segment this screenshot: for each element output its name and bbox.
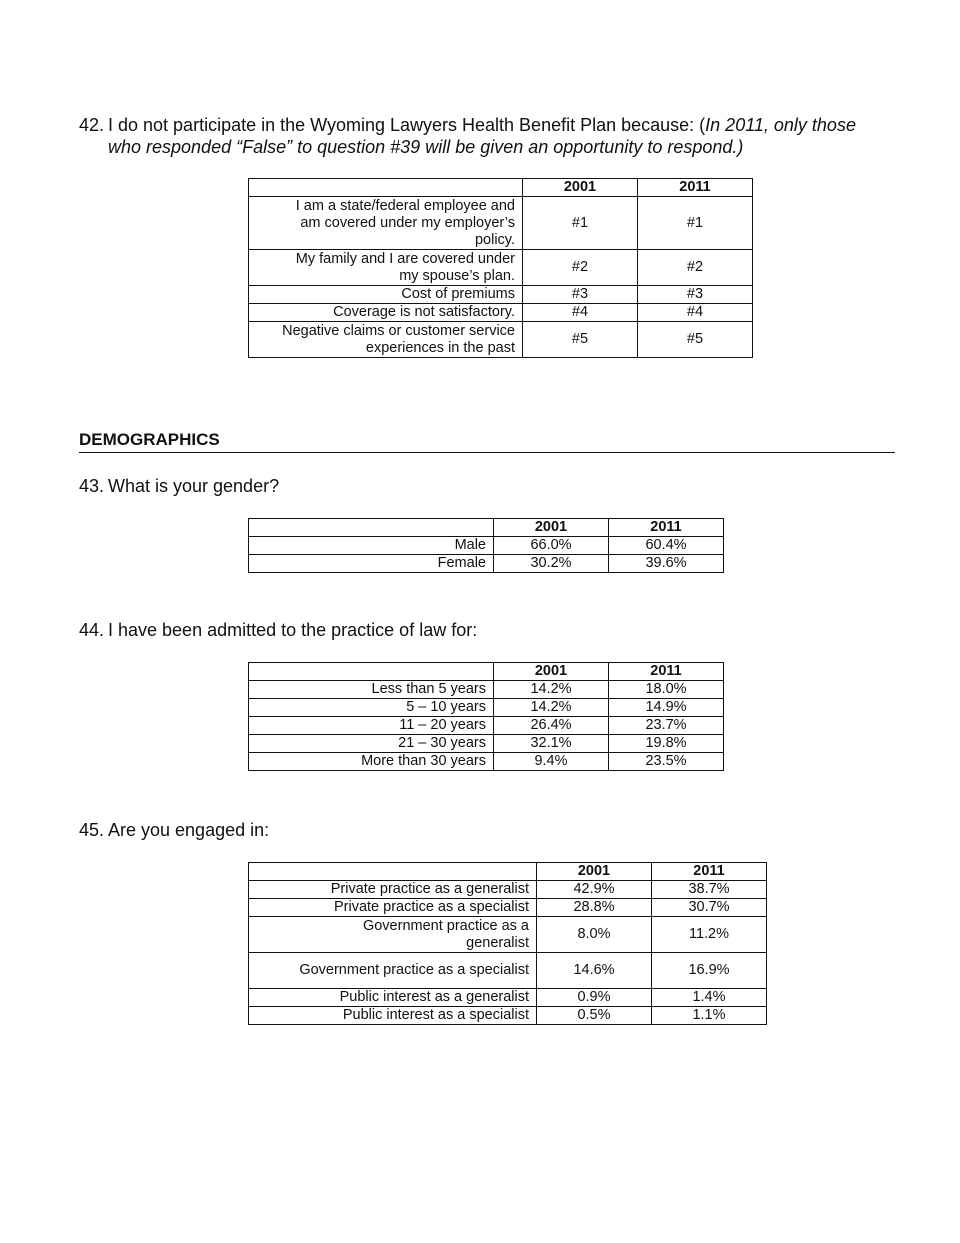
question-note: In 2011, only those — [705, 115, 856, 135]
table-row — [249, 286, 753, 304]
table-q42 — [248, 178, 753, 358]
header-blank — [249, 663, 494, 681]
value-2011: 30.7% — [652, 899, 767, 917]
table-header-row — [249, 179, 753, 197]
value-2011: 60.4% — [609, 537, 724, 555]
value-2001: 0.5% — [537, 1007, 652, 1025]
table-row — [249, 917, 767, 953]
header-2001: 2001 — [523, 179, 638, 197]
table-row — [249, 899, 767, 917]
header-blank — [249, 863, 537, 881]
table-row — [249, 953, 767, 989]
value-2011: #1 — [638, 197, 753, 250]
table-row — [249, 197, 753, 250]
header-2011: 2011 — [609, 663, 724, 681]
table-row — [249, 304, 753, 322]
value-2011: 23.5% — [609, 753, 724, 771]
question-text: What is your gender? — [108, 476, 280, 496]
row-label: Private practice as a generalist — [249, 881, 537, 899]
table-row — [249, 881, 767, 899]
header-2001: 2001 — [494, 519, 609, 537]
table-q44 — [248, 662, 724, 771]
row-label: Male — [249, 537, 494, 555]
table-header-row — [249, 519, 724, 537]
table-q45 — [248, 862, 767, 1025]
table-row — [249, 681, 724, 699]
row-label: 5 – 10 years — [249, 699, 494, 717]
table-row — [249, 250, 753, 286]
value-2011: 18.0% — [609, 681, 724, 699]
question-44 — [79, 619, 477, 641]
question-45 — [79, 819, 269, 841]
row-label: Coverage is not satisfactory. — [249, 304, 523, 322]
value-2001: 42.9% — [537, 881, 652, 899]
header-2001: 2001 — [537, 863, 652, 881]
header-blank — [249, 519, 494, 537]
value-2001: 14.6% — [537, 953, 652, 989]
value-2011: 38.7% — [652, 881, 767, 899]
table-row — [249, 717, 724, 735]
value-2001: 14.2% — [494, 699, 609, 717]
table-row — [249, 735, 724, 753]
question-number: 44. — [79, 620, 105, 640]
value-2001: 0.9% — [537, 989, 652, 1007]
header-2011: 2011 — [638, 179, 753, 197]
row-label: More than 30 years — [249, 753, 494, 771]
row-label: Cost of premiums — [249, 286, 523, 304]
row-label: Public interest as a generalist — [249, 989, 537, 1007]
value-2001: #2 — [523, 250, 638, 286]
row-label: Government practice as a specialist — [249, 953, 537, 989]
header-2001: 2001 — [494, 663, 609, 681]
question-number: 45. — [79, 820, 105, 840]
question-note-continued: who responded “False” to question #39 will be given an opportunity to respond.) — [108, 137, 744, 157]
value-2001: 32.1% — [494, 735, 609, 753]
value-2001: #1 — [523, 197, 638, 250]
row-label: 11 – 20 years — [249, 717, 494, 735]
table-q43 — [248, 518, 724, 573]
row-label: 21 – 30 years — [249, 735, 494, 753]
table-row — [249, 537, 724, 555]
value-2011: 11.2% — [652, 917, 767, 953]
header-blank — [249, 179, 523, 197]
value-2011: 1.1% — [652, 1007, 767, 1025]
table-row — [249, 699, 724, 717]
value-2001: #3 — [523, 286, 638, 304]
value-2001: #4 — [523, 304, 638, 322]
value-2001: #5 — [523, 322, 638, 358]
table-row — [249, 555, 724, 573]
value-2001: 30.2% — [494, 555, 609, 573]
value-2011: 19.8% — [609, 735, 724, 753]
value-2011: #5 — [638, 322, 753, 358]
table-row — [249, 1007, 767, 1025]
table-row — [249, 989, 767, 1007]
section-heading-demographics: DEMOGRAPHICS — [79, 429, 895, 453]
value-2011: 23.7% — [609, 717, 724, 735]
question-text: I do not participate in the Wyoming Lawyers Health Benefit Plan because: ( — [108, 115, 706, 135]
value-2011: 16.9% — [652, 953, 767, 989]
value-2011: 14.9% — [609, 699, 724, 717]
question-42 — [79, 114, 899, 158]
value-2001: 26.4% — [494, 717, 609, 735]
row-label: Private practice as a specialist — [249, 899, 537, 917]
value-2001: 66.0% — [494, 537, 609, 555]
value-2001: 8.0% — [537, 917, 652, 953]
value-2011: 1.4% — [652, 989, 767, 1007]
value-2011: #2 — [638, 250, 753, 286]
row-label: Public interest as a specialist — [249, 1007, 537, 1025]
question-text: I have been admitted to the practice of law for: — [108, 620, 478, 640]
table-row — [249, 753, 724, 771]
question-43 — [79, 475, 279, 497]
table-row — [249, 322, 753, 358]
value-2011: #3 — [638, 286, 753, 304]
value-2011: #4 — [638, 304, 753, 322]
header-2011: 2011 — [609, 519, 724, 537]
value-2011: 39.6% — [609, 555, 724, 573]
value-2001: 28.8% — [537, 899, 652, 917]
row-label: Less than 5 years — [249, 681, 494, 699]
question-number: 42. — [79, 115, 105, 135]
question-text: Are you engaged in: — [108, 820, 270, 840]
row-label: My family and I are covered under my spouse’s plan. — [249, 250, 523, 286]
question-number: 43. — [79, 476, 105, 496]
row-label: Government practice as a generalist — [249, 917, 537, 953]
row-label: Female — [249, 555, 494, 573]
value-2001: 14.2% — [494, 681, 609, 699]
header-2011: 2011 — [652, 863, 767, 881]
table-header-row — [249, 863, 767, 881]
row-label: Negative claims or customer service experiences in the past — [249, 322, 523, 358]
value-2001: 9.4% — [494, 753, 609, 771]
table-header-row — [249, 663, 724, 681]
row-label: I am a state/federal employee and am covered under my employer’s policy. — [249, 197, 523, 250]
